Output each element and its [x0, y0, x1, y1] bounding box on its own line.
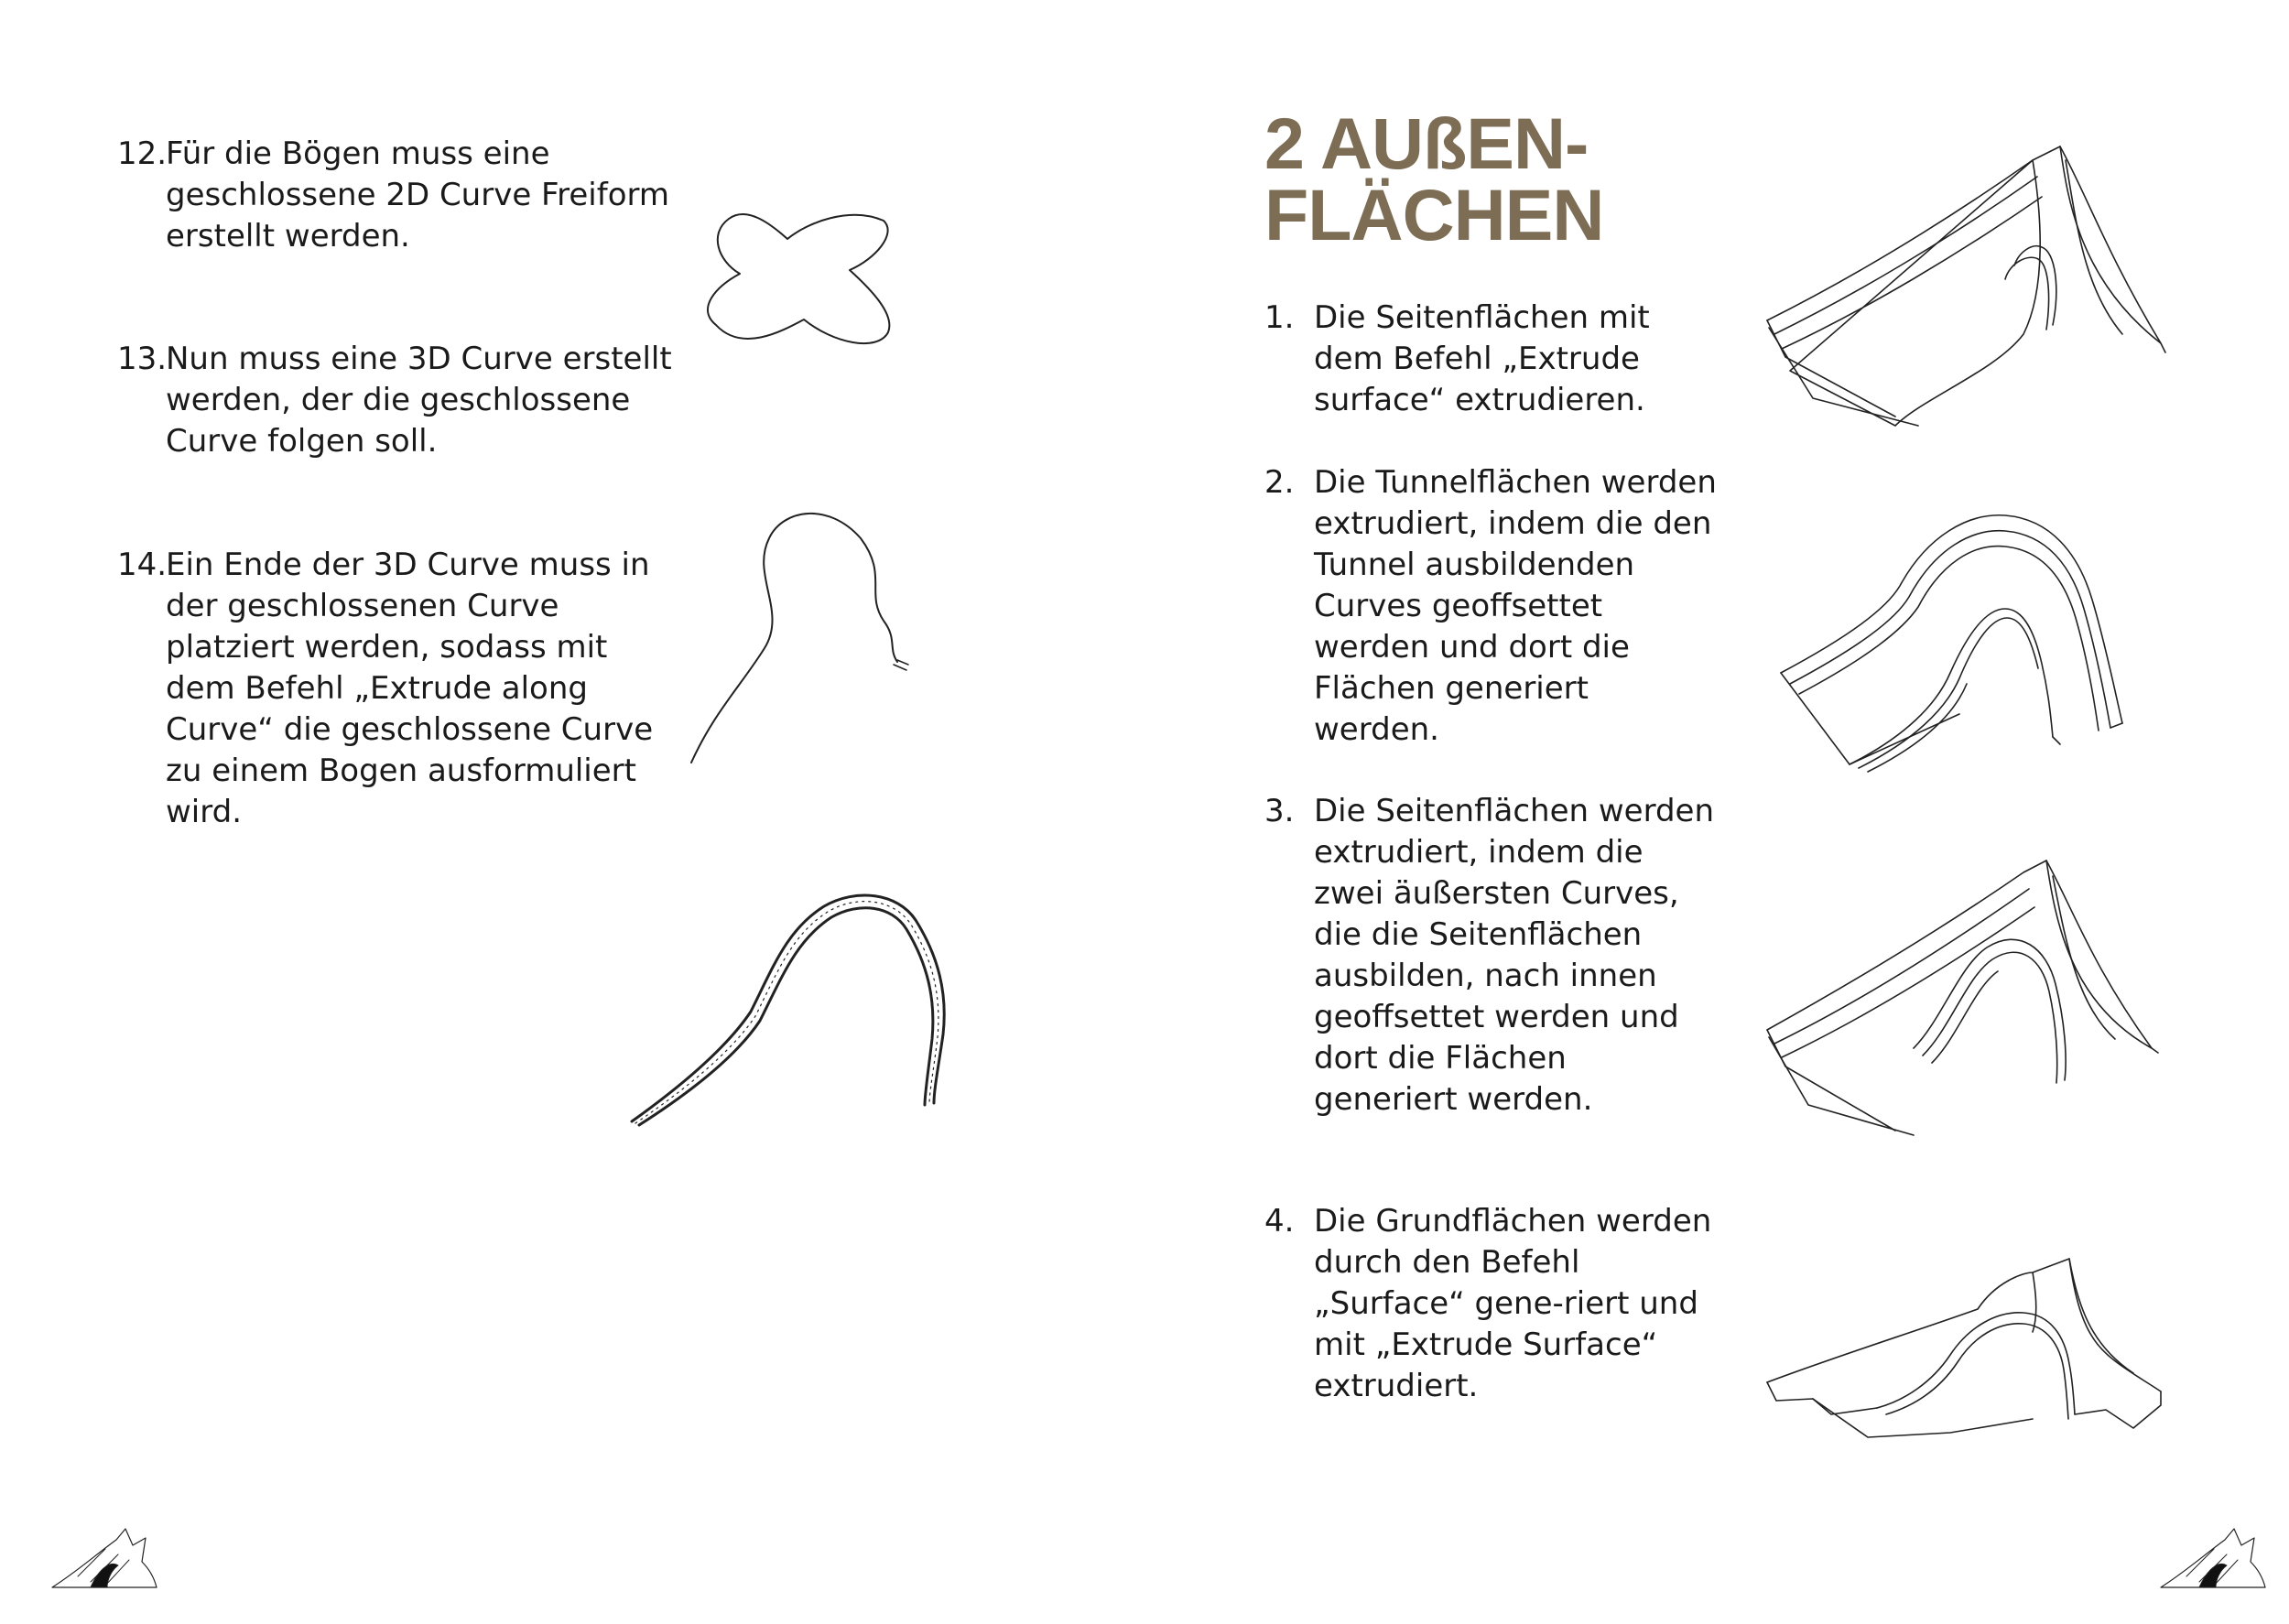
- step-number: 13.: [117, 341, 168, 377]
- step-text: Für die Bögen muss eine geschlossene 2D Curve Freiform erstellt werden.: [166, 135, 670, 254]
- base-surfaces-drawing: [1758, 1245, 2161, 1451]
- side-surfaces-drawing: [1758, 142, 2170, 435]
- 3d-curve-drawing: [678, 502, 934, 767]
- step-number: 4.: [1264, 1203, 1295, 1240]
- step-2: [1264, 462, 1717, 751]
- step-number: 1.: [1264, 299, 1295, 336]
- footer-logo-right: [2159, 1527, 2269, 1591]
- step-4: [1264, 1201, 1717, 1407]
- step-1: [1264, 298, 1717, 421]
- heading-line-2: FLÄCHEN: [1264, 174, 1604, 255]
- step-text: Die Seitenflächen mit dem Befehl „Extrude surface“ extrudieren.: [1314, 299, 1650, 418]
- right-page: [1144, 0, 2289, 1624]
- footer-logo-left: [50, 1527, 160, 1591]
- step-text: Die Grundflächen werden durch den Befehl „Surface“ gene-riert und mit „Extrude Surface“ extrudiert.: [1314, 1203, 1712, 1404]
- step-12: [117, 134, 678, 257]
- step-14: [117, 545, 678, 833]
- step-13: [117, 339, 678, 462]
- step-number: 2.: [1264, 464, 1295, 501]
- heading-line-1: 2 AUßEN-: [1264, 103, 1589, 184]
- tunnel-surfaces-drawing: [1776, 508, 2161, 783]
- step-number: 12.: [117, 135, 168, 172]
- step-number: 14.: [117, 547, 168, 583]
- section-heading: [1264, 103, 1604, 255]
- step-3: [1264, 791, 1717, 1121]
- step-text: Ein Ende der 3D Curve muss in der geschlossenen Curve platziert werden, sodass mit dem Befehl „Extrude along Curve“ die geschlossene Curve zu einem Bogen ausformuliert wird.: [166, 547, 654, 830]
- left-page: [0, 0, 1144, 1624]
- step-text: Die Tunnelflächen werden extrudiert, indem die den Tunnel ausbildenden Curves geoffsettet werden und dort die Flächen generiert werden.: [1314, 464, 1717, 748]
- step-number: 3.: [1264, 793, 1295, 829]
- inner-side-surfaces-drawing: [1758, 856, 2161, 1140]
- extruded-arch-drawing: [623, 865, 971, 1140]
- step-text: Nun muss eine 3D Curve erstellt werden, der die geschlossene Curve folgen soll.: [166, 341, 672, 460]
- closed-2d-curve-drawing: [696, 206, 897, 352]
- step-text: Die Seitenflächen werden extrudiert, indem die zwei äußersten Curves, die die Seitenflächen ausbilden, nach innen geoffsettet werden und dort die Flächen generiert werden.: [1314, 793, 1715, 1118]
